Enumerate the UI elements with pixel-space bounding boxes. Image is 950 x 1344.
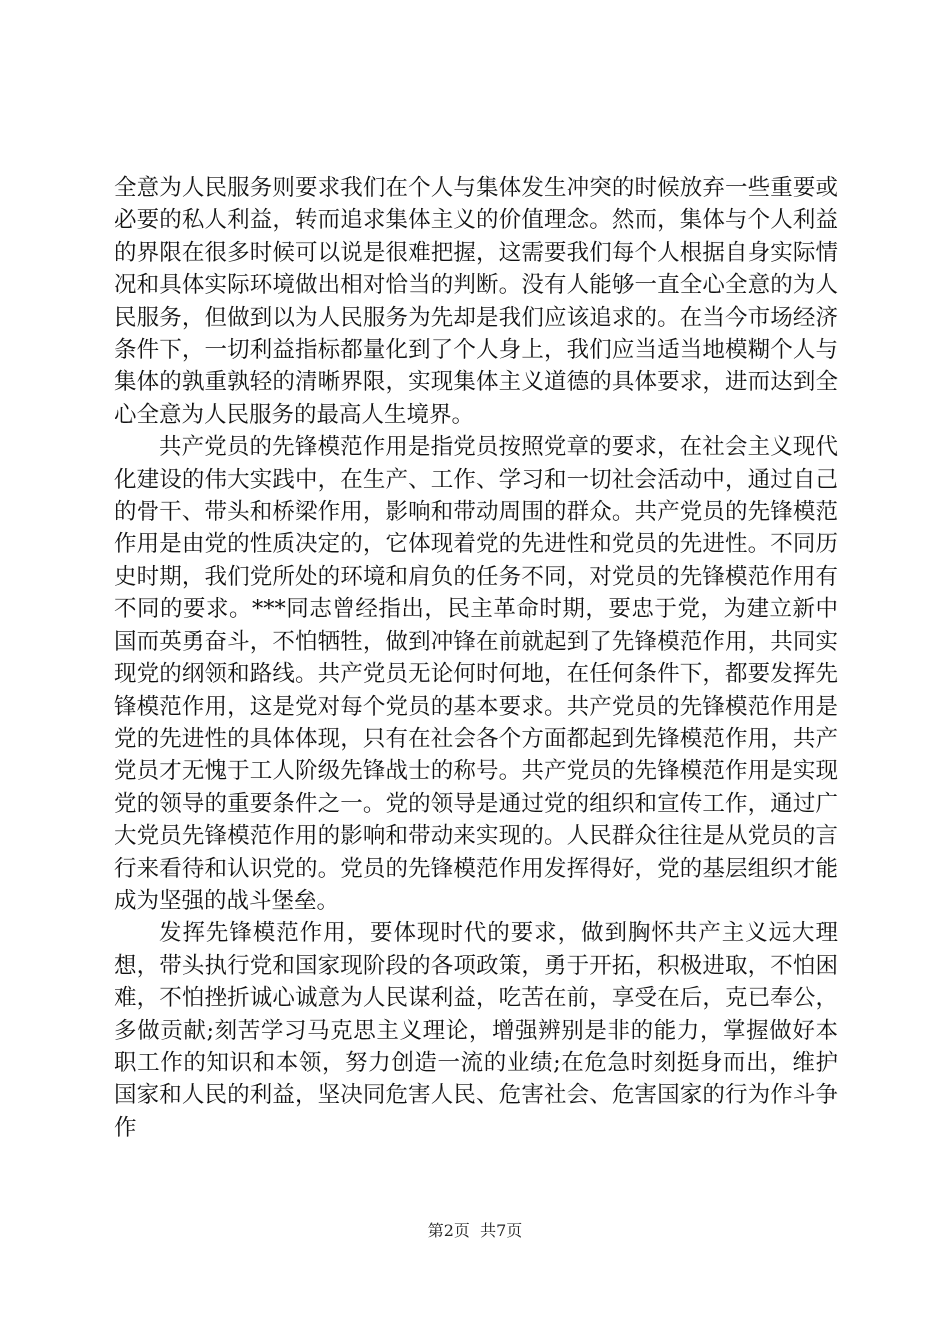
paragraph-1: 全意为人民服务则要求我们在个人与集体发生冲突的时候放弃一些重要或必要的私人利益，转而追求集体主义的价值理念。然而，集体与个人利益的界限在很多时候可以说是很难把握，这需要我们每个人根据自身实际情况和具体实际环境做出相对恰当的判断。没有人能够一直全心全意的为人民服务，但做到以为人民服务为先却是我们应该追求的。在当今市场经济条件下，一切利益指标都量化到了个人身上，我们应当适当地模糊个人与集体的孰重孰轻的清晰界限，实现集体主义道德的具体要求，进而达到全心全意为人民服务的最高人生境界。 [114, 175, 838, 428]
paragraph-3: 发挥先锋模范作用，要体现时代的要求，做到胸怀共产主义远大理想，带头执行党和国家现阶段的各项政策，勇于开拓，积极进取，不怕困难，不怕挫折诚心诚意为人民谋利益，吃苦在前，享受在后，克已奉公，多做贡献;刻苦学习马克思主义理论，增强辨别是非的能力，掌握做好本职工作的知识和本领，努力创造一流的业绩;在危急时刻挺身而出，维护国家和人民的利益，坚决同危害人民、危害社会、危害国家的行为作斗争作 [114, 920, 838, 1141]
paragraph-2: 共产党员的先锋模范作用是指党员按照党章的要求，在社会主义现代化建设的伟大实践中，在生产、工作、学习和一切社会活动中，通过自己的骨干、带头和桥梁作用，影响和带动周围的群众。共产党员的先锋模范作用是由党的性质决定的，它体现着党的先进性和党员的先进性。不同历史时期，我们党所处的环境和肩负的任务不同，对党员的先锋模范作用有不同的要求。***同志曾经指出，民主革命时期，要忠于党，为建立新中国而英勇奋斗，不怕牺牲，做到冲锋在前就起到了先锋模范作用，共同实现党的纲领和路线。共产党员无论何时何地，在任何条件下，都要发挥先锋模范作用，这是党对每个党员的基本要求。共产党员的先锋模范作用是党的先进性的具体体现，只有在社会各个方面都起到先锋模范作用，共产党员才无愧于工人阶级先锋战士的称号。共产党员的先锋模范作用是实现党的领导的重要条件之一。党的领导是通过党的组织和宣传工作，通过广大党员先锋模范作用的影响和带动来实现的。人民群众往往是从党员的言行来看待和认识党的。党员的先锋模范作用发挥得好，党的基层组织才能成为坚强的战斗堡垒。 [114, 434, 838, 914]
page-footer [0, 1218, 950, 1241]
page-number-label: 第2页 共7页 [427, 1221, 523, 1240]
document-body [114, 172, 838, 1144]
